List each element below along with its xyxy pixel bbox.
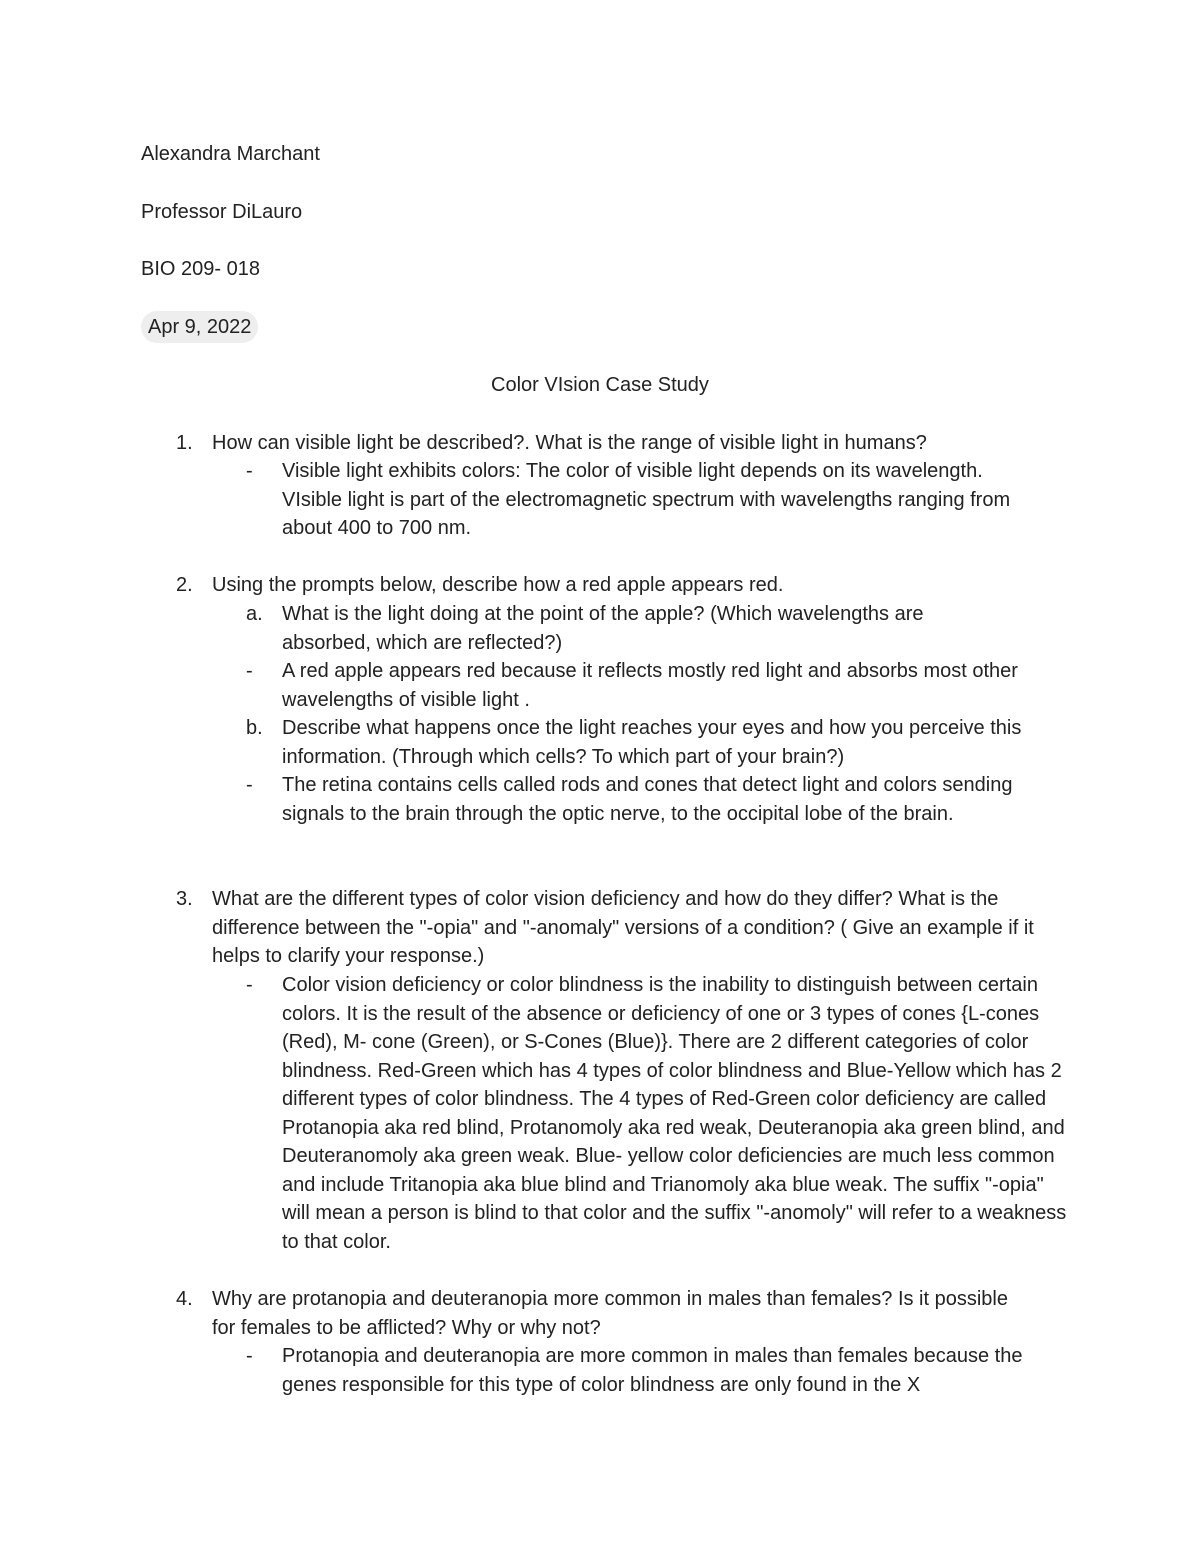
question-2-item-a: What is the light doing at the point of the apple? (Which wavelengths are absorbed, which are reflected?) (282, 603, 924, 654)
question-2-answer-b-marker: - (246, 774, 253, 796)
question-4-number: 4. (176, 1288, 193, 1310)
question-4-answer: Protanopia and deuteranopia are more common in males than females because the genes responsible for this type of color blindness are only found in the X (282, 1345, 1023, 1396)
question-1-number: 1. (176, 432, 193, 454)
question-2-answer-a-marker: - (246, 660, 253, 682)
question-2-answer-b: The retina contains cells called rods and cones that detect light and colors sending signals to the brain through the optic nerve, to the occipital lobe of the brain. (282, 774, 1013, 825)
question-3-text: What are the different types of color vision deficiency and how do they differ? What is the difference between the "-opia" and "-anomaly" versions of a condition? ( Give an example if it helps to clarify your response.) (212, 888, 1034, 967)
question-2-item-b: Describe what happens once the light reaches your eyes and how you perceive this information. (Through which cells? To which part of your brain?) (282, 717, 1022, 768)
question-2-answer-a: A red apple appears red because it reflects mostly red light and absorbs most other wavelengths of visible light . (282, 660, 1018, 711)
question-3-number: 3. (176, 888, 193, 910)
question-4-text: Why are protanopia and deuteranopia more common in males than females? Is it possible for females to be afflicted? Why or why not? (212, 1288, 1008, 1339)
student-name: Alexandra Marchant (141, 143, 320, 165)
date-chip[interactable]: Apr 9, 2022 (141, 311, 258, 343)
question-3-answer: Color vision deficiency or color blindness is the inability to distinguish between certain colors. It is the result of the absence or deficiency of one or 3 types of cones {L-cones (Red), M- cone (Green), or S-Cones (Blue)}. There are 2 different categories of color blindness. Red-Green which has 4 types of color blindness and Blue-Yellow which has 2 different types of color blindness. The 4 types of Red-Green color deficiency are called Protanopia aka red blind, Protanomoly aka red weak, Deuteranopia aka green blind, and Deuteranomoly aka green weak. Blue- yellow color deficiencies are much less common and include Tritanopia aka blue blind and Trianomoly aka blue weak. The suffix "-opia" will mean a person is blind to that color and the suffix "-anomoly" will refer to a weakness to that color. (282, 974, 1067, 1253)
question-2-number: 2. (176, 574, 193, 596)
question-1-answer-marker: - (246, 460, 253, 482)
question-1-answer: Visible light exhibits colors: The color of visible light depends on its wavelength. VIsible light is part of the electromagnetic spectrum with wavelengths ranging from about 400 to 700 nm. (282, 460, 1011, 539)
question-2-item-a-marker: a. (246, 603, 263, 625)
course-code: BIO 209- 018 (141, 258, 260, 280)
question-1-text: How can visible light be described?. What is the range of visible light in humans? (212, 432, 927, 454)
question-2-text: Using the prompts below, describe how a red apple appears red. (212, 574, 784, 596)
question-4-answer-marker: - (246, 1345, 253, 1367)
document-title: Color VIsion Case Study (491, 374, 709, 396)
professor-name: Professor DiLauro (141, 201, 303, 223)
question-3-answer-marker: - (246, 974, 253, 996)
question-2-item-b-marker: b. (246, 717, 263, 739)
